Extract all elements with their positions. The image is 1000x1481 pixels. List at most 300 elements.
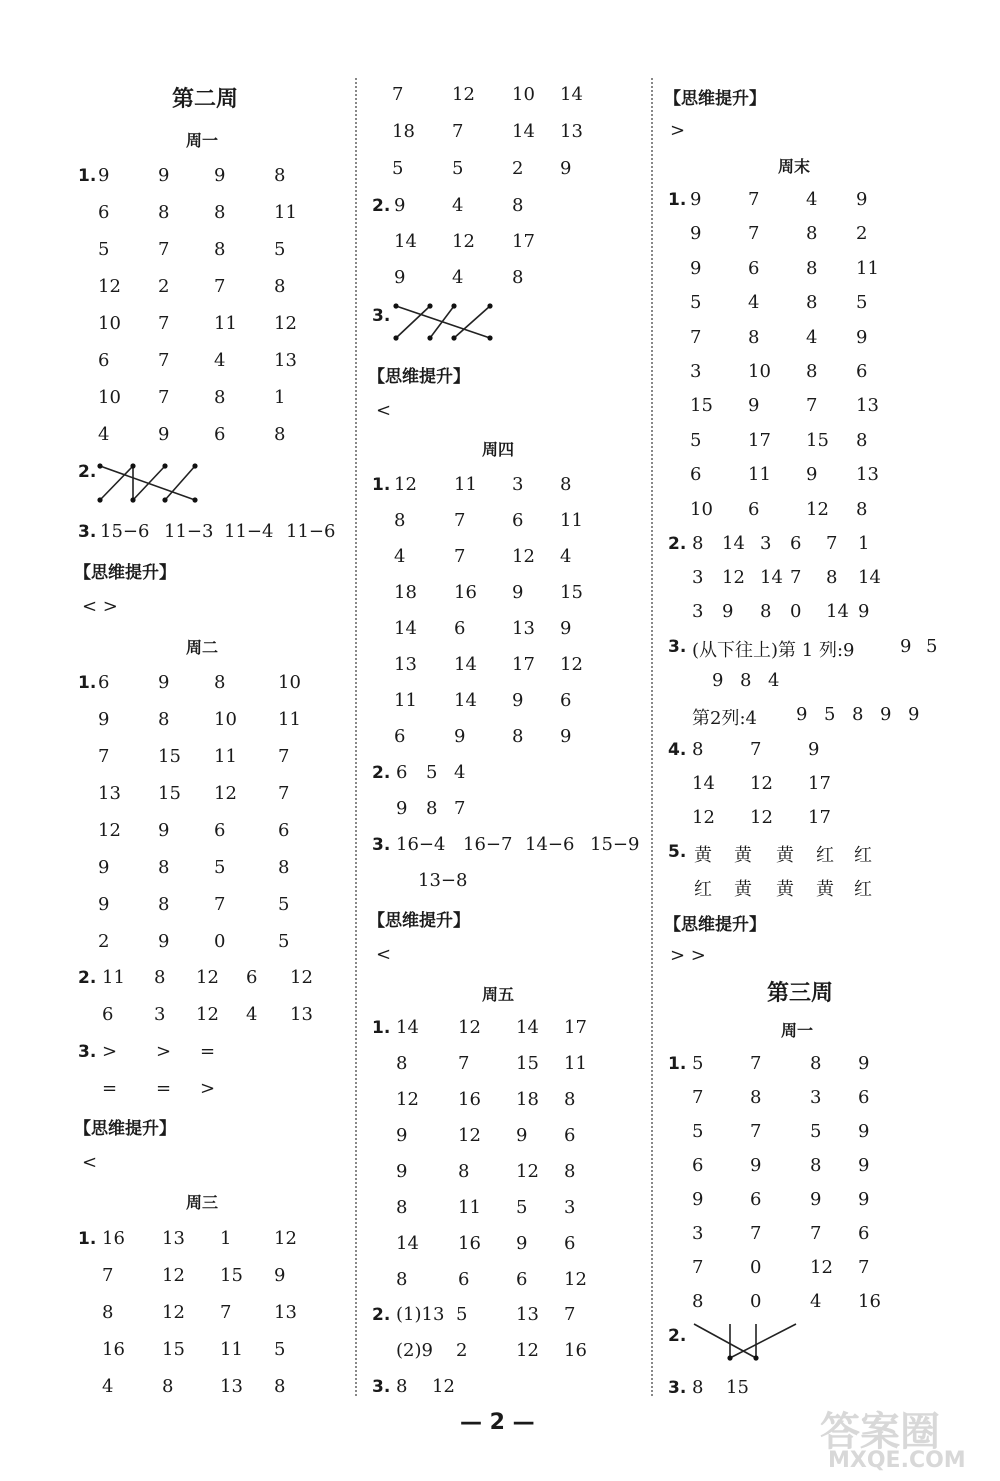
answer-cell: 6 [748,498,760,520]
answer-cell: 5 [856,292,868,314]
answer-cell: 9 [690,223,702,245]
answer-cell: 9 [858,1121,870,1142]
answer-cell: 6 [214,424,226,445]
answer-cell: 9 [98,165,110,186]
answer-cell: 5 [690,292,702,314]
answer-cell: 7 [102,1265,114,1286]
answer-cell: 7 [748,189,760,210]
answer-cell: 7 [454,546,466,567]
answer-cell: 12 [274,1228,297,1249]
answer-cell: 12 [290,967,313,988]
q-label: 1. [372,1018,391,1038]
thinking-label: 【思维提升】 [74,563,176,583]
answer-cell: 9 [512,582,524,603]
thinking-label: 【思维提升】 [664,89,766,109]
answer-cell: 9 [560,618,572,639]
answer-cell: 8 [274,276,286,297]
answer-cell: = [156,1078,172,1099]
answer-cell: 4 [768,670,780,691]
answer-cell: 13 [98,783,121,804]
answer-cell: 8 [214,239,226,260]
answer-cell: 12 [516,1340,539,1361]
answer-cell: 3 [692,1223,704,1244]
answer-cell: 9 [750,1155,762,1176]
answer-cell: 11 [214,313,237,334]
answer-cell: 6 [394,726,406,747]
answer-cell: 9 [158,165,170,186]
answer-cell: 6 [454,618,466,639]
answer-cell: 9 [796,704,808,725]
answer-cell: 6 [512,510,524,531]
answer-cell: 0 [214,931,226,952]
answer-cell: 8 [158,857,170,878]
answer-cell: 7 [278,746,290,767]
day-title-wed: 周三 [186,1193,219,1212]
answer-cell: 11 [748,464,771,486]
answer-cell: 9 [98,894,110,915]
answer-cell: 2 [856,223,868,245]
answer-cell: 5 [214,857,226,878]
day-title-mon: 周一 [781,1021,814,1040]
answer-cell: 8 [760,601,772,622]
answer-cell: 8 [750,1087,762,1108]
answer-cell: 8 [564,1089,576,1110]
answer-cell: 8 [214,202,226,223]
answer-cell: 6 [214,820,226,841]
answer-cell: 12 [560,654,583,675]
answer-cell: 14 [396,1017,419,1038]
answer-cell: 8 [692,533,704,554]
matching-lines-diagram [392,300,502,345]
answer-cell: 9 [274,1265,286,1286]
answer-cell: 7 [220,1302,232,1323]
answer-cell: 8 [806,257,818,279]
answer-cell: 14 [516,1017,539,1038]
answer-cell: 12 [98,276,121,297]
answer-cell: 7 [750,1223,762,1244]
answer-cell: > [156,1041,172,1062]
answer-cell: 12 [274,313,297,334]
answer-cell: 14 [560,84,583,105]
answer-cell: 16 [102,1339,125,1360]
answer-cell: 7 [454,510,466,531]
q-label: 3. [668,1378,687,1398]
thinking-answer: < [376,400,392,421]
answer-cell: 6 [396,762,408,783]
answer-cell: 14 [454,654,477,675]
answer-cell: 9 [748,395,760,417]
answer-cell: 8 [806,223,818,245]
answer-cell: 5 [278,894,290,915]
page-number-value: 2 [489,1410,505,1435]
answer-cell: 8 [512,726,524,747]
answer-cell: 11−4 [224,521,274,542]
answer-cell: 9 [158,820,170,841]
q-label: 5. [668,842,687,862]
answer-cell: 0 [750,1257,762,1278]
answer-cell: 9 [712,670,724,691]
answer-cell: 13 [512,618,535,639]
answer-cell: 红 [854,845,872,866]
answer-cell: (2)9 [396,1340,433,1361]
answer-cell: 12 [452,231,475,252]
answer-cell: 15 [158,783,181,804]
answer-cell: 9 [158,672,170,693]
answer-cell: 12 [806,498,829,520]
answer-cell: 9 [858,601,870,622]
day-title-tue: 周二 [186,638,219,657]
answer-cell: 9 [454,726,466,747]
answer-cell: 6 [790,533,802,554]
q-label: 1. [78,166,97,186]
q-label: 2. [668,1326,687,1346]
q-label: 1. [78,673,97,693]
answer-cell: 9 [516,1125,528,1146]
answer-cell: 9 [880,704,892,725]
thinking-answer: < [376,944,392,965]
answer-cell: 15 [516,1053,539,1074]
q-label: 2. [372,763,391,783]
answer-cell: 13 [274,1302,297,1323]
answer-cell: 12 [458,1017,481,1038]
answer-cell: 11−6 [286,521,336,542]
answer-cell: 6 [750,1189,762,1210]
answer-cell: 9 [856,189,868,210]
answer-cell: 13 [220,1376,243,1397]
answer-cell: 13 [856,464,879,486]
answer-cell: 12 [692,807,715,828]
answer-cell: 3 [760,533,772,554]
q-label: 1. [668,190,687,210]
answer-cell: 9 [98,857,110,878]
answer-cell: 17 [512,654,535,675]
answer-cell: 9 [516,1233,528,1254]
answer-cell: 7 [692,1257,704,1278]
answer-cell: 5 [690,429,702,451]
answer-cell: 3 [512,474,524,495]
answer-cell: 14 [826,601,849,622]
answer-cell: 11 [220,1339,243,1360]
answer-cell: 9 [396,798,408,819]
q-label: 3. [372,835,391,855]
answer-cell: 8 [692,1377,704,1398]
answer-cell: 14 [858,567,881,588]
answer-cell: 7 [806,395,818,417]
answer-cell: 14 [760,567,783,588]
answer-cell: 12 [432,1376,455,1397]
answer-cell: 7 [810,1223,822,1244]
answer-cell: 11 [274,202,297,223]
answer-cell: 11 [394,690,417,711]
answer-cell: 13 [274,350,297,371]
answer-cell: 4 [102,1376,114,1397]
answer-cell: 8 [512,195,524,216]
answer-cell: 9 [690,189,702,210]
q-label: 1. [78,1229,97,1249]
answer-cell: 14 [394,618,417,639]
answer-cell: 8 [274,1376,286,1397]
answer-cell: 12 [162,1265,185,1286]
answer-cell: 5 [452,158,464,179]
answer-cell: 9 [722,601,734,622]
answer-cell: 4 [214,350,226,371]
answer-cell: 6 [98,202,110,223]
answer-cell: 8 [458,1161,470,1182]
thinking-label: 【思维提升】 [368,911,470,931]
answer-cell: 6 [690,464,702,486]
answer-cell: 11 [454,474,477,495]
answer-cell: 17 [512,231,535,252]
answer-cell: 6 [560,690,572,711]
answer-cell: 8 [564,1161,576,1182]
q-label: 3. [372,306,391,326]
answer-cell: 8 [396,1053,408,1074]
answer-cell: 12 [196,1004,219,1025]
answer-cell: 12 [458,1125,481,1146]
answer-cell: 5 [98,239,110,260]
thinking-answer: > [670,120,686,141]
week-title: 第二周 [172,86,239,112]
answer-cell: 8 [740,670,752,691]
answer-cell: 红 [694,879,712,900]
day-title-thu: 周四 [482,440,515,459]
answer-cell: 6 [858,1223,870,1244]
answer-cell: 9 [858,1155,870,1176]
answer-cell: 8 [158,894,170,915]
q-label: 3. [78,1042,97,1062]
answer-cell: 黄 [776,879,794,900]
thinking-answer: < > [82,596,118,617]
answer-cell: 7 [454,798,466,819]
column-divider-right [651,78,653,1396]
answer-cell: 7 [458,1053,470,1074]
answer-cell: 7 [158,239,170,260]
answer-cell: 8 [274,424,286,445]
answer-cell: 12 [750,773,773,794]
answer-cell: 8 [856,429,868,451]
answer-cell: 9 [808,739,820,760]
answer-cell: 12 [452,84,475,105]
week-title: 第三周 [767,980,834,1006]
thinking-label: 【思维提升】 [664,915,766,935]
answer-cell: 8 [396,1197,408,1218]
answer-cell: 8 [852,704,864,725]
answer-cell: 17 [748,429,771,451]
answer-cell: 16−4 [396,834,446,855]
answer-cell: 3 [692,601,704,622]
answer-cell: 8 [102,1302,114,1323]
answer-cell: 7 [158,387,170,408]
answer-cell: 9 [158,931,170,952]
answer-cell: 2 [512,158,524,179]
answer-cell: 9 [560,726,572,747]
answer-cell: 4 [452,195,464,216]
answer-cell: 黄 [734,879,752,900]
answer-cell: 16−7 [463,834,513,855]
answer-cell: 8 [512,267,524,288]
thinking-label: 【思维提升】 [368,367,470,387]
answer-cell: 11 [102,967,125,988]
answer-cell: 7 [858,1257,870,1278]
answer-cell: 6 [98,672,110,693]
q-label: 1. [668,1054,687,1074]
answer-cell: 13 [516,1304,539,1325]
answer-cell: > [200,1078,216,1099]
answer-cell: 7 [214,276,226,297]
answer-cell: 8 [214,672,226,693]
answer-cell: 15 [726,1377,749,1398]
answer-cell: 16 [858,1291,881,1312]
answer-cell: 7 [690,326,702,348]
day-title-weekend: 周末 [778,157,811,176]
answer-cell: 6 [856,361,868,382]
answer-cell: 11 [560,510,583,531]
answer-cell: 15−9 [590,834,640,855]
answer-cell: 4 [806,189,818,210]
answer-cell: 12 [722,567,745,588]
answer-cell: 14 [722,533,745,554]
answer-cell: 8 [426,798,438,819]
answer-cell: 4 [98,424,110,445]
answer-cell: 7 [750,1121,762,1142]
q-label: 3. [668,637,687,657]
answer-cell: 9 [396,1125,408,1146]
answer-cell: (1)13 [396,1304,445,1325]
answer-cell: 8 [806,292,818,314]
answer-cell: = [102,1078,118,1099]
answer-cell: 3 [810,1087,822,1108]
answer-cell: 5 [516,1197,528,1218]
answer-cell: 10 [98,387,121,408]
answer-cell: 9 [692,1189,704,1210]
answer-cell: 8 [278,857,290,878]
answer-cell: 3 [154,1004,166,1025]
answer-cell: 8 [214,387,226,408]
answer-cell: 11 [214,746,237,767]
thinking-label: 【思维提升】 [74,1119,176,1139]
answer-cell: 红 [816,845,834,866]
answer-cell: 5 [926,636,938,657]
answer-cell: 0 [750,1291,762,1312]
answer-cell: 8 [154,967,166,988]
answer-cell: 18 [516,1089,539,1110]
answer-cell: 3 [690,361,702,382]
answer-cell: 1 [274,387,286,408]
q-label: 2. [372,196,391,216]
answer-cell: 8 [810,1053,822,1074]
answer-cell: 12 [196,967,219,988]
q-label: 2. [668,534,687,554]
answer-cell: 14 [512,121,535,142]
answer-cell: 5 [274,1339,286,1360]
answer-cell: 5 [810,1121,822,1142]
answer-cell: 7 [748,223,760,245]
answer-cell: 4 [810,1291,822,1312]
answer-cell: 黄 [694,845,712,866]
answer-cell: 4 [452,267,464,288]
answer-cell: 10 [98,313,121,334]
answer-cell: 7 [564,1304,576,1325]
answer-cell: 11 [278,709,301,730]
answer-cell: 15−6 [100,521,150,542]
answer-cell: 13 [394,654,417,675]
answer-cell: 11 [564,1053,587,1074]
answer-cell: 8 [826,567,838,588]
answer-cell: 7 [278,783,290,804]
answer-cell: 5 [278,931,290,952]
answer-cell: 6 [564,1233,576,1254]
answer-cell: 黄 [816,879,834,900]
answer-cell: 6 [458,1269,470,1290]
answer-cell: 6 [98,350,110,371]
answer-cell: 5 [692,1121,704,1142]
q-label: 4. [668,740,687,760]
q-label: 2. [78,462,97,482]
answer-cell: 12 [516,1161,539,1182]
answer-text: 第2列:4 [692,708,757,729]
answer-cell: 3 [564,1197,576,1218]
answer-cell: 4 [394,546,406,567]
answer-cell: 13 [162,1228,185,1249]
thinking-answer: < [82,1152,98,1173]
answer-cell: 9 [394,267,406,288]
answer-cell: 5 [274,239,286,260]
answer-cell: 8 [158,709,170,730]
answer-cell: 6 [102,1004,114,1025]
answer-cell: 13 [560,121,583,142]
page-number: — 2 — [460,1410,535,1435]
answer-cell: 8 [692,739,704,760]
answer-cell: 15 [806,429,829,451]
answer-cell: 6 [858,1087,870,1108]
answer-cell: 4 [748,292,760,314]
answer-cell: 4 [246,1004,258,1025]
answer-cell: 7 [158,350,170,371]
answer-cell: 14−6 [525,834,575,855]
answer-cell: 9 [98,709,110,730]
answer-cell: 16 [454,582,477,603]
answer-cell: 11 [856,257,879,279]
answer-cell: 6 [246,967,258,988]
answer-cell: 4 [454,762,466,783]
answer-cell: 12 [564,1269,587,1290]
answer-cell: 6 [564,1125,576,1146]
answer-cell: 12 [98,820,121,841]
answer-cell: 10 [214,709,237,730]
answer-cell: 8 [856,498,868,520]
answer-cell: 11−3 [164,521,214,542]
watermark-logo: 答案圈 [820,1409,940,1455]
answer-text: (从下往上)第 1 列:9 [692,640,855,661]
answer-cell: 9 [900,636,912,657]
answer-cell: 6 [748,257,760,279]
answer-cell: 14 [396,1233,419,1254]
answer-cell: 7 [750,739,762,760]
answer-cell: 7 [692,1087,704,1108]
answer-cell: 7 [98,746,110,767]
answer-cell: 9 [512,690,524,711]
answer-cell: 9 [214,165,226,186]
answer-cell: 18 [392,121,415,142]
answer-cell: 15 [690,395,713,417]
answer-cell: 5 [392,158,404,179]
matching-lines-diagram [95,460,215,510]
answer-cell: 8 [394,510,406,531]
answer-cell: 12 [750,807,773,828]
answer-cell: 2 [98,931,110,952]
answer-cell: 9 [690,257,702,279]
answer-cell: 9 [858,1189,870,1210]
